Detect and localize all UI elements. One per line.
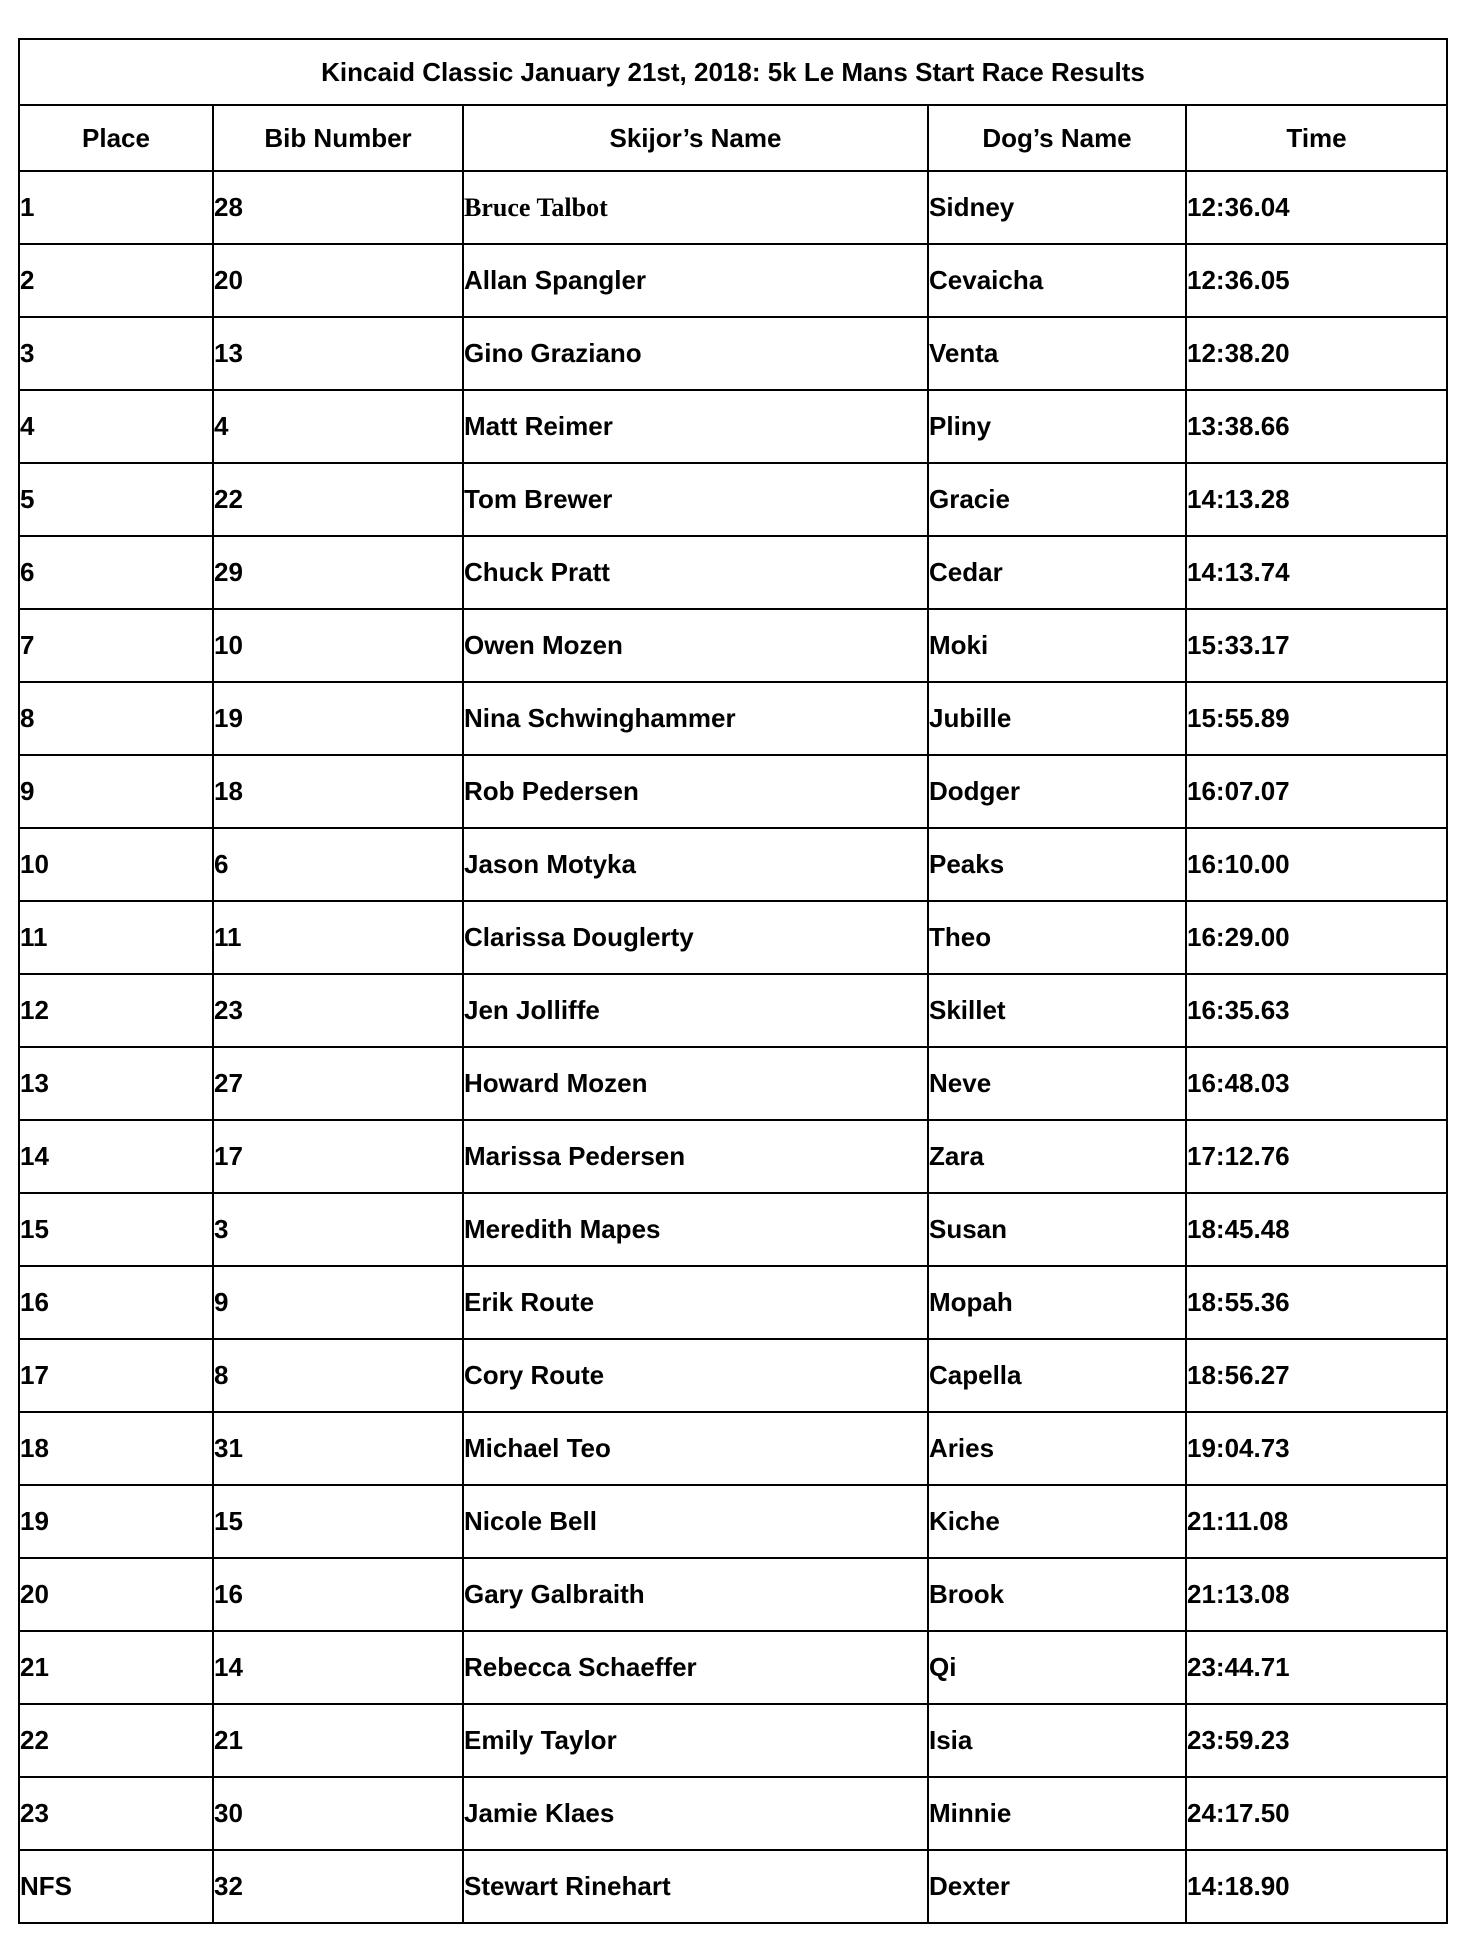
time-cell: 16:07.07 bbox=[1186, 755, 1447, 828]
column-header-dog: Dog’s Name bbox=[928, 105, 1186, 171]
header-row bbox=[19, 105, 1447, 171]
table-row bbox=[19, 1266, 1447, 1339]
place-cell: 21 bbox=[19, 1631, 213, 1704]
time-cell: 12:36.04 bbox=[1186, 171, 1447, 244]
dog-name-cell: Dexter bbox=[928, 1850, 1186, 1923]
time-cell: 23:59.23 bbox=[1186, 1704, 1447, 1777]
time-cell: 15:33.17 bbox=[1186, 609, 1447, 682]
time-cell: 16:48.03 bbox=[1186, 1047, 1447, 1120]
table-row bbox=[19, 171, 1447, 244]
time-cell: 16:10.00 bbox=[1186, 828, 1447, 901]
time-cell: 15:55.89 bbox=[1186, 682, 1447, 755]
bib-cell: 3 bbox=[213, 1193, 463, 1266]
skijor-name-cell: Jamie Klaes bbox=[463, 1777, 928, 1850]
bib-cell: 19 bbox=[213, 682, 463, 755]
skijor-name-cell: Emily Taylor bbox=[463, 1704, 928, 1777]
skijor-name-cell: Bruce Talbot bbox=[463, 171, 928, 244]
table-row bbox=[19, 1047, 1447, 1120]
skijor-name-cell: Matt Reimer bbox=[463, 390, 928, 463]
results-body bbox=[19, 171, 1447, 1923]
time-cell: 14:13.74 bbox=[1186, 536, 1447, 609]
time-cell: 16:35.63 bbox=[1186, 974, 1447, 1047]
bib-cell: 29 bbox=[213, 536, 463, 609]
table-row bbox=[19, 755, 1447, 828]
time-cell: 19:04.73 bbox=[1186, 1412, 1447, 1485]
bib-cell: 27 bbox=[213, 1047, 463, 1120]
dog-name-cell: Isia bbox=[928, 1704, 1186, 1777]
dog-name-cell: Jubille bbox=[928, 682, 1186, 755]
place-cell: 11 bbox=[19, 901, 213, 974]
table-row bbox=[19, 317, 1447, 390]
dog-name-cell: Capella bbox=[928, 1339, 1186, 1412]
dog-name-cell: Zara bbox=[928, 1120, 1186, 1193]
bib-cell: 14 bbox=[213, 1631, 463, 1704]
time-cell: 24:17.50 bbox=[1186, 1777, 1447, 1850]
skijor-name-cell: Owen Mozen bbox=[463, 609, 928, 682]
skijor-name-cell: Meredith Mapes bbox=[463, 1193, 928, 1266]
results-table bbox=[18, 38, 1448, 1924]
table-row bbox=[19, 1412, 1447, 1485]
dog-name-cell: Cevaicha bbox=[928, 244, 1186, 317]
bib-cell: 30 bbox=[213, 1777, 463, 1850]
dog-name-cell: Susan bbox=[928, 1193, 1186, 1266]
title-row bbox=[19, 39, 1447, 105]
table-row bbox=[19, 536, 1447, 609]
bib-cell: 21 bbox=[213, 1704, 463, 1777]
time-cell: 18:45.48 bbox=[1186, 1193, 1447, 1266]
time-cell: 14:18.90 bbox=[1186, 1850, 1447, 1923]
table-row bbox=[19, 609, 1447, 682]
time-cell: 16:29.00 bbox=[1186, 901, 1447, 974]
place-cell: 22 bbox=[19, 1704, 213, 1777]
place-cell: 10 bbox=[19, 828, 213, 901]
skijor-name-cell: Stewart Rinehart bbox=[463, 1850, 928, 1923]
place-cell: NFS bbox=[19, 1850, 213, 1923]
time-cell: 13:38.66 bbox=[1186, 390, 1447, 463]
skijor-name-cell: Tom Brewer bbox=[463, 463, 928, 536]
bib-cell: 15 bbox=[213, 1485, 463, 1558]
table-row bbox=[19, 901, 1447, 974]
time-cell: 17:12.76 bbox=[1186, 1120, 1447, 1193]
table-row bbox=[19, 1193, 1447, 1266]
bib-cell: 4 bbox=[213, 390, 463, 463]
dog-name-cell: Qi bbox=[928, 1631, 1186, 1704]
place-cell: 19 bbox=[19, 1485, 213, 1558]
dog-name-cell: Sidney bbox=[928, 171, 1186, 244]
time-cell: 14:13.28 bbox=[1186, 463, 1447, 536]
time-cell: 12:36.05 bbox=[1186, 244, 1447, 317]
table-row bbox=[19, 1777, 1447, 1850]
bib-cell: 31 bbox=[213, 1412, 463, 1485]
place-cell: 9 bbox=[19, 755, 213, 828]
skijor-name-cell: Howard Mozen bbox=[463, 1047, 928, 1120]
place-cell: 15 bbox=[19, 1193, 213, 1266]
bib-cell: 17 bbox=[213, 1120, 463, 1193]
skijor-name-cell: Rob Pedersen bbox=[463, 755, 928, 828]
table-row bbox=[19, 974, 1447, 1047]
dog-name-cell: Moki bbox=[928, 609, 1186, 682]
time-cell: 18:55.36 bbox=[1186, 1266, 1447, 1339]
bib-cell: 28 bbox=[213, 171, 463, 244]
time-cell: 21:11.08 bbox=[1186, 1485, 1447, 1558]
column-header-place: Place bbox=[19, 105, 213, 171]
bib-cell: 9 bbox=[213, 1266, 463, 1339]
time-cell: 12:38.20 bbox=[1186, 317, 1447, 390]
bib-cell: 10 bbox=[213, 609, 463, 682]
dog-name-cell: Minnie bbox=[928, 1777, 1186, 1850]
table-row bbox=[19, 390, 1447, 463]
skijor-name-cell: Jen Jolliffe bbox=[463, 974, 928, 1047]
dog-name-cell: Skillet bbox=[928, 974, 1186, 1047]
skijor-name-cell: Cory Route bbox=[463, 1339, 928, 1412]
table-row bbox=[19, 1631, 1447, 1704]
dog-name-cell: Brook bbox=[928, 1558, 1186, 1631]
bib-cell: 18 bbox=[213, 755, 463, 828]
skijor-name-cell: Clarissa Douglerty bbox=[463, 901, 928, 974]
place-cell: 18 bbox=[19, 1412, 213, 1485]
table-row bbox=[19, 1339, 1447, 1412]
place-cell: 6 bbox=[19, 536, 213, 609]
skijor-name-cell: Allan Spangler bbox=[463, 244, 928, 317]
place-cell: 20 bbox=[19, 1558, 213, 1631]
dog-name-cell: Theo bbox=[928, 901, 1186, 974]
bib-cell: 22 bbox=[213, 463, 463, 536]
dog-name-cell: Pliny bbox=[928, 390, 1186, 463]
dog-name-cell: Kiche bbox=[928, 1485, 1186, 1558]
skijor-name-cell: Nina Schwinghammer bbox=[463, 682, 928, 755]
table-row bbox=[19, 1120, 1447, 1193]
dog-name-cell: Gracie bbox=[928, 463, 1186, 536]
place-cell: 8 bbox=[19, 682, 213, 755]
table-row bbox=[19, 463, 1447, 536]
bib-cell: 11 bbox=[213, 901, 463, 974]
bib-cell: 13 bbox=[213, 317, 463, 390]
table-row bbox=[19, 828, 1447, 901]
dog-name-cell: Cedar bbox=[928, 536, 1186, 609]
column-header-bib: Bib Number bbox=[213, 105, 463, 171]
column-header-skijor: Skijor’s Name bbox=[463, 105, 928, 171]
skijor-name-cell: Jason Motyka bbox=[463, 828, 928, 901]
bib-cell: 6 bbox=[213, 828, 463, 901]
skijor-name-cell: Gino Graziano bbox=[463, 317, 928, 390]
place-cell: 7 bbox=[19, 609, 213, 682]
dog-name-cell: Mopah bbox=[928, 1266, 1186, 1339]
place-cell: 17 bbox=[19, 1339, 213, 1412]
skijor-name-cell: Rebecca Schaeffer bbox=[463, 1631, 928, 1704]
skijor-name-cell: Erik Route bbox=[463, 1266, 928, 1339]
place-cell: 3 bbox=[19, 317, 213, 390]
place-cell: 14 bbox=[19, 1120, 213, 1193]
dog-name-cell: Peaks bbox=[928, 828, 1186, 901]
page-title: Kincaid Classic January 21st, 2018: 5k Le Mans Start Race Results bbox=[19, 39, 1447, 105]
bib-cell: 8 bbox=[213, 1339, 463, 1412]
place-cell: 1 bbox=[19, 171, 213, 244]
column-header-time: Time bbox=[1186, 105, 1447, 171]
place-cell: 2 bbox=[19, 244, 213, 317]
table-row bbox=[19, 1704, 1447, 1777]
dog-name-cell: Aries bbox=[928, 1412, 1186, 1485]
dog-name-cell: Neve bbox=[928, 1047, 1186, 1120]
bib-cell: 23 bbox=[213, 974, 463, 1047]
time-cell: 18:56.27 bbox=[1186, 1339, 1447, 1412]
place-cell: 4 bbox=[19, 390, 213, 463]
skijor-name-cell: Marissa Pedersen bbox=[463, 1120, 928, 1193]
bib-cell: 20 bbox=[213, 244, 463, 317]
place-cell: 23 bbox=[19, 1777, 213, 1850]
table-row bbox=[19, 1558, 1447, 1631]
table-row bbox=[19, 244, 1447, 317]
dog-name-cell: Dodger bbox=[928, 755, 1186, 828]
place-cell: 13 bbox=[19, 1047, 213, 1120]
skijor-name-cell: Michael Teo bbox=[463, 1412, 928, 1485]
place-cell: 16 bbox=[19, 1266, 213, 1339]
table-row bbox=[19, 1485, 1447, 1558]
skijor-name-cell: Chuck Pratt bbox=[463, 536, 928, 609]
place-cell: 5 bbox=[19, 463, 213, 536]
time-cell: 21:13.08 bbox=[1186, 1558, 1447, 1631]
skijor-name-cell: Gary Galbraith bbox=[463, 1558, 928, 1631]
dog-name-cell: Venta bbox=[928, 317, 1186, 390]
bib-cell: 32 bbox=[213, 1850, 463, 1923]
place-cell: 12 bbox=[19, 974, 213, 1047]
skijor-name-cell: Nicole Bell bbox=[463, 1485, 928, 1558]
table-row bbox=[19, 682, 1447, 755]
time-cell: 23:44.71 bbox=[1186, 1631, 1447, 1704]
bib-cell: 16 bbox=[213, 1558, 463, 1631]
table-row bbox=[19, 1850, 1447, 1923]
